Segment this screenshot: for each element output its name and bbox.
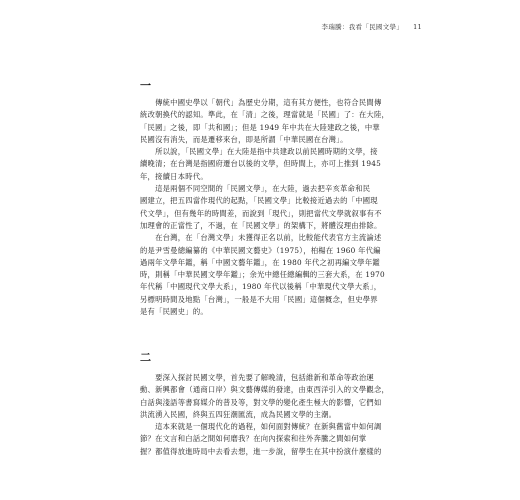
text-line: 統改朝換代的認知。準此，在「清」之後，理當就是「民國」了：在大陸， (140, 110, 390, 120)
text-line: 時，則稱「中華民國文學年鑑」；余光中總任總編輯的三套大系，在 1970 (140, 270, 385, 280)
running-title: 李瑞騰：我看「民國文學」 (321, 23, 404, 31)
section-2-body (140, 372, 440, 458)
paragraph (140, 97, 440, 146)
text-line: 另標明時間及地點「台灣」，一般是不大用「民國」這個概念，但史學界 (140, 294, 378, 304)
text-line: 洪流湧入民國，終與五四狂潮匯流，成為民國文學的主潮。 (140, 409, 337, 419)
text-line: 所以說，「民國文學」在大陸是指中共建政以前民國時期的文學，接 (140, 147, 378, 157)
text-line: 白話與淺語等書寫媒介的普及等，對文學的變化產生極大的影響，它們如 (140, 397, 382, 407)
text-line: 要深入探討民國文學，首先要了解晚清，包括維新和革命等政治運 (140, 373, 374, 382)
section-marker-1: 一 (140, 79, 151, 92)
text-line: 「民國」之後，即「共和國」；但是 1949 年中共在大陸建政之後，中華 (140, 122, 380, 132)
text-line: 國建立，把五四當作現代的起點，「民國文學」比較接近過去的「中國現 (140, 196, 378, 206)
page-number: 11 (413, 23, 422, 31)
text-line: 代文學」，但有幾年的時間差，而說到「現代」，則把當代文學就叙事有不 (140, 208, 382, 218)
paragraph (140, 372, 440, 421)
paragraph (140, 232, 440, 318)
text-line: 年代稱「中國現代文學大系」，1980 年代以後稱「中華現代文學大系」， (140, 282, 382, 292)
running-header (322, 22, 422, 31)
paragraph (140, 183, 440, 232)
paragraph (140, 146, 440, 183)
text-line: 在台灣，在「台灣文學」未獲得正名以前，比較能代表官方主流論述 (140, 233, 382, 243)
text-line: 握？都值得放進時局中去看去想，進一步說，留學生在其中扮演什麼樣的 (140, 446, 382, 456)
text-line: 續晚清；在台灣是指國府遷台以後的文學，但時間上，亦可上推到 1945 (140, 159, 381, 169)
text-line: 這是兩個不同空間的「民國文學」，在大陸，過去把辛亥革命和民 (140, 184, 371, 194)
text-line: 加理會的正當性了，不過，在「民國文學」的架構下，將體沒理由排除。 (140, 220, 382, 230)
text-line: 民國沒有消失，而是遷移來台，即是所謂「中華民國在台灣」。 (140, 134, 348, 144)
section-marker-2: 二 (140, 351, 151, 364)
text-line: 傳統中國史學以「朝代」為歷史分期，這有其方便性，也符合民間傳 (140, 98, 382, 107)
text-line: 年，接續日本時代。 (140, 171, 208, 181)
text-line: 節？在文言和白話之間如何磨我？在向內探索和往外奔騰之間如何掌 (140, 434, 367, 444)
text-line: 動、新興都會（通商口岸）與文藝傳媒的發達，由東西洋引入的文學觀念， (140, 385, 390, 395)
text-line: 過兩年文學年鑑，稱「中國文藝年鑑」，在 1980 年代之初再編文學年鑑 (140, 257, 380, 267)
text-line: 的是尹雪曼總編纂的《中華民國文藝史》（1975），柏楊在 1960 年代編 (140, 245, 381, 255)
paragraph (140, 421, 440, 458)
text-line: 是有「民國史」的。 (140, 307, 208, 317)
text-line: 這本來就是一個現代化的過程，如何面對傳統？在新與舊當中如何調 (140, 422, 382, 432)
section-1-body (140, 97, 440, 318)
